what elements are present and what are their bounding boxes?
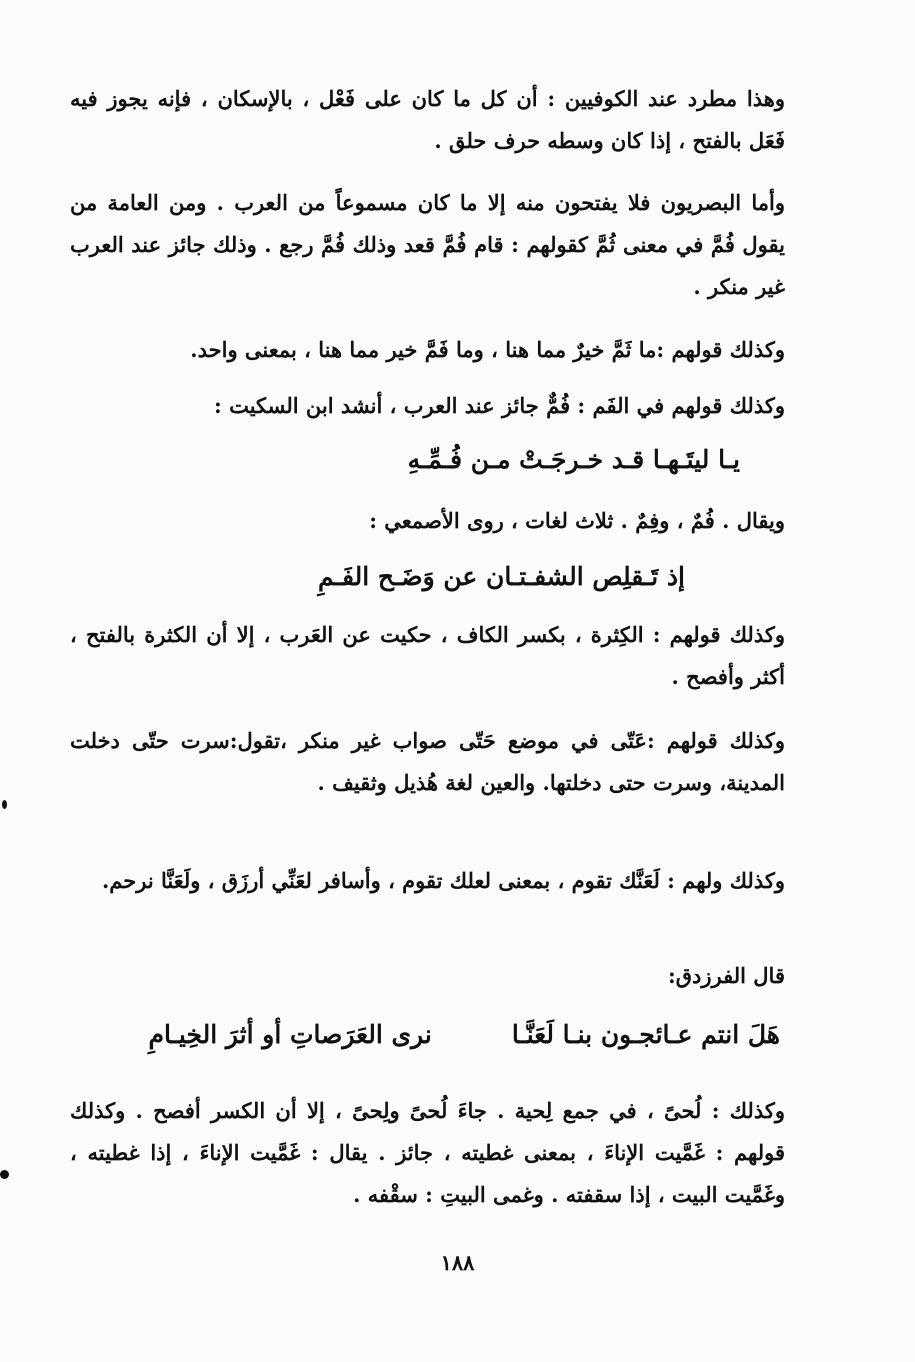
page-number: ١٨٨	[440, 1250, 475, 1275]
scan-speck	[2, 800, 7, 809]
paragraph-kithra: وكذلك قولهم : الكِثرة ، بكسر الكاف ، حكيت عن العَرب ، إلا أن الكثرة بالفتح ، أكثر وأفصح .	[70, 622, 785, 689]
paragraph-basri-view: وأما البصريون فلا يفتحون منه إلا ما كان مسموعاً من العرب . ومن العامة من يقول فُمَّ في معنى ثُمَّ كقولهم : قام فُمَّ قعد وذلك فُمَّ رجع . وذلك جائز عند العرب غير منكر .	[70, 190, 785, 299]
verse-ibn-sikkit: يـا ليتَـهـا قـد خـرجَـتْ مـن فُـمِّـهِ	[407, 445, 740, 474]
paragraph-farazdaq-intro: قال الفرزدق:	[668, 963, 785, 988]
paragraph-laanna: وكذلك ولهم : لَعَنَّك تقوم ، بمعنى لعلك تقوم ، وأسافر لعَنِّي أرزَق ، ولَعَنَّا نرحم.	[101, 868, 785, 893]
scan-speck	[0, 1170, 9, 1179]
paragraph-atta: وكذلك قولهم :عَتّى في موضع حَتّى صواب غير منكر ،تقول:سرت حتّى دخلت المدينة، وسرت حتى دخلتها. والعين لغة هُذيل وثقيف .	[70, 728, 785, 795]
paragraph-thamma: وكذلك قولهم :ما ثَمَّ خيرٌ مما هنا ، وما فَمَّ خير مما هنا ، بمعنى واحد.	[190, 337, 785, 362]
paragraph-luha: وكذلك : لُحىً ، في جمع لِحية . جاءَ لُحىً ولِحىً ، إلا أن الكسر أفصح . وكذلك قولهم : غَمَّيت الإناءَ ، بمعنى غطيته ، جائز . يقال : غَمَّيت الإناءَ ، إذا غطيته ، وغَمَّيت البيت ، إذا سقفته . وغمى البيتِ : سقْفه .	[70, 1098, 785, 1207]
paragraph-kufi-rule: وهذا مطرد عند الكوفيين : أن كل ما كان على فَعْل ، بالإسكان ، فإنه يجوز فيه فَعَل بالفتح ، إذا كان وسطه حرف حلق .	[70, 86, 785, 153]
verse-farazdaq-second-hemistich: نرى العَرَصاتِ أو أثرَ الخِيـامِ	[148, 1020, 432, 1049]
paragraph-three-dialects: ويقال . فُمٌ ، وفِمٌ . ثلاث لغات ، روى الأصمعي :	[369, 508, 785, 533]
verse-farazdaq-first-hemistich: هَلَ انتم عـائجـون بنـا لَعَنَّـا	[511, 1020, 780, 1049]
verse-farazdaq	[148, 1020, 780, 1049]
paragraph-fam: وكذلك قولهم في الفَم : فُمٌّ جائز عند العرب ، أنشد ابن السكيت :	[214, 393, 785, 418]
verse-asmai: إذ تَـقلِص الشفـتـان عن وَضَـح الفَـمِ	[318, 562, 685, 591]
